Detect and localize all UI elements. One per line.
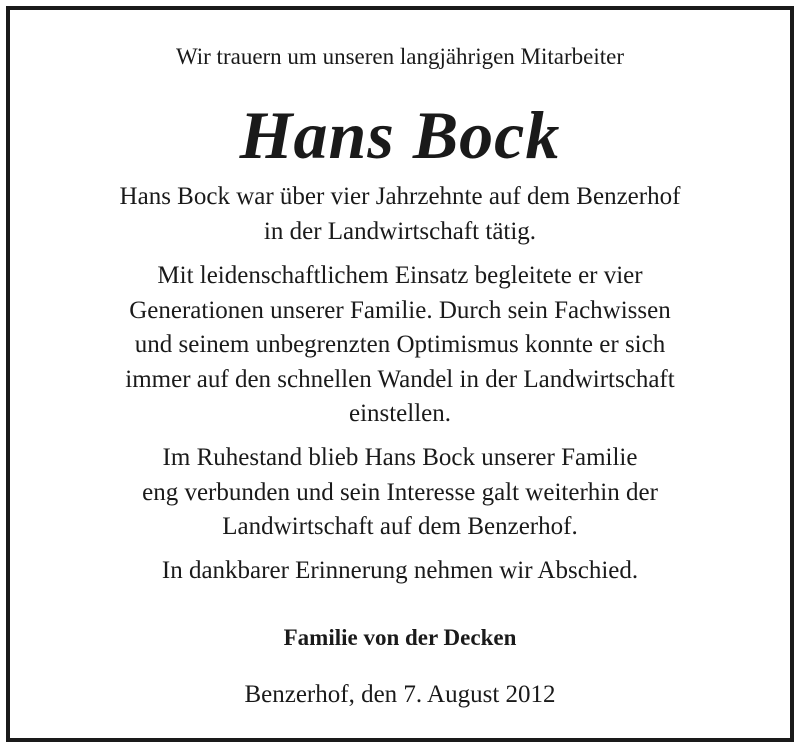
paragraph-line: In dankbarer Erinnerung nehmen wir Abschied. [161, 557, 639, 584]
paragraph-farewell [10, 554, 790, 589]
paragraph-line: eng verbunden und sein Interesse galt weiterhin der [142, 478, 658, 506]
paragraph-dedication [10, 259, 790, 432]
intro-line: Wir trauern um unseren langjährigen Mitarbeiter [175, 44, 625, 69]
signature: Familie von der Decken [283, 625, 517, 650]
paragraph-line: in der Landwirtschaft tätig. [263, 217, 537, 245]
paragraph-line: Landwirtschaft auf dem Benzerhof. [222, 513, 578, 540]
paragraph-line: Mit leidenschaftlichem Einsatz begleitete er vier [157, 262, 643, 289]
paragraph-line: und seinem unbegrenzten Optimismus konnte er sich [134, 331, 666, 358]
paragraph-line: Im Ruhestand blieb Hans Bock unserer Familie [162, 444, 638, 471]
paragraph-retirement [10, 441, 790, 545]
paragraph-line: Hans Bock war über vier Jahrzehnte auf dem Benzerhof [119, 183, 681, 210]
dateline: Benzerhof, den 7. August 2012 [244, 681, 556, 708]
deceased-name: Hans Bock [239, 97, 561, 173]
paragraph-line: immer auf den schnellen Wandel in der Landwirtschaft [125, 365, 675, 393]
paragraph-career [10, 180, 790, 249]
paragraph-line: einstellen. [348, 400, 452, 427]
paragraph-line: Generationen unserer Familie. Durch sein Fachwissen [129, 296, 671, 324]
notice-frame [6, 6, 794, 742]
